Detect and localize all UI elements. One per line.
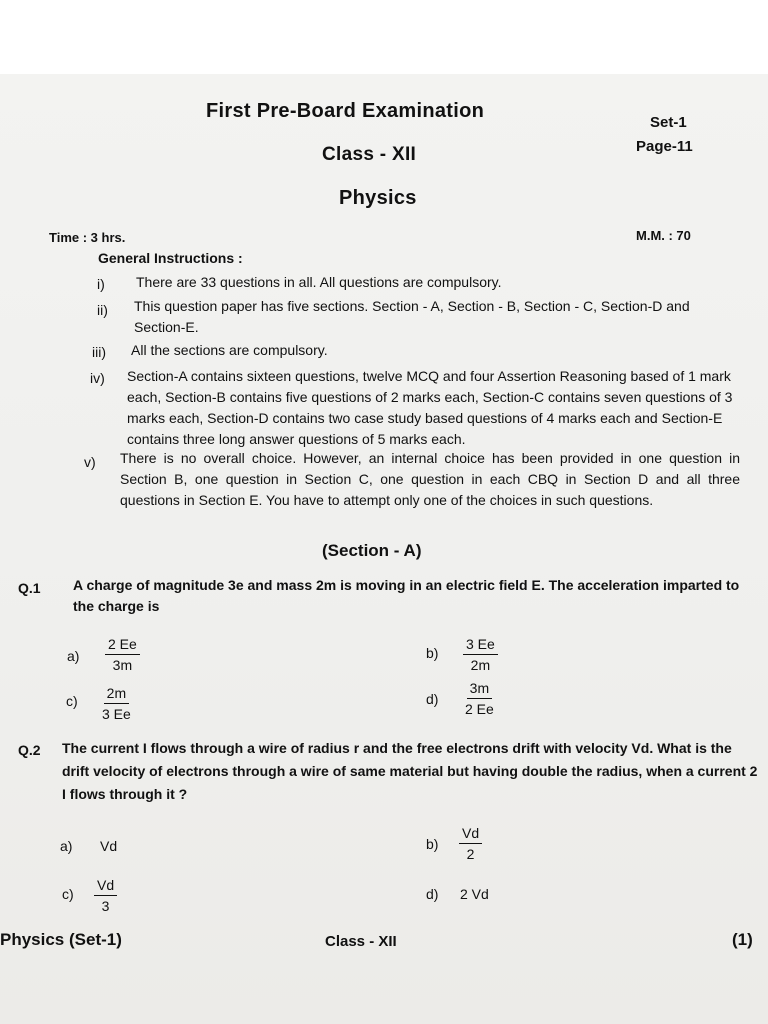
fraction-numerator: 2 Ee [105, 635, 140, 655]
fraction-denominator: 2m [470, 657, 491, 673]
section-heading: (Section - A) [322, 541, 422, 560]
footer-page-number: (1) [732, 930, 753, 949]
option-fraction [459, 824, 482, 863]
instruction-text: There are 33 questions in all. All questions are compulsory. [136, 274, 502, 290]
option-fraction [105, 635, 140, 674]
fraction-numerator: 2m [104, 684, 129, 704]
set-label: Set-1 [650, 114, 687, 131]
instruction-text: Section-A contains sixteen questions, twelve MCQ and four Assertion Reasoning based of 1 mark each, Section-B contains five questions of 2 marks each, Section-C contains seven questions of 3 marks each, Section-D contains two case study based questions of 4 marks each and Section-E contains three long answer questions of 5 marks each. [127, 368, 733, 447]
fraction-denominator: 3 [101, 898, 110, 914]
exam-title: First Pre-Board Examination [206, 100, 485, 122]
option-fraction [463, 635, 498, 674]
option-label: c) [62, 886, 74, 902]
option-value: Vd [100, 838, 118, 854]
question-number: Q.2 [18, 742, 41, 758]
fraction-denominator: 3 Ee [102, 706, 131, 722]
fraction-denominator: 2 [466, 846, 475, 862]
question-text: The current I flows through a wire of radius r and the free electrons drift with velocity Vd. What is the drift velocity of electrons through a wire of same material but having double the radius, when a current 2 I flows through it ? [62, 740, 758, 802]
fraction-numerator: Vd [94, 876, 117, 896]
option-fraction [94, 876, 117, 915]
fraction-denominator: 3m [112, 657, 133, 673]
fraction-numerator: 3 Ee [463, 635, 498, 655]
option-fraction [465, 679, 494, 718]
option-label: c) [66, 693, 78, 709]
fraction-denominator: 2 Ee [465, 701, 494, 717]
option-fraction [102, 684, 131, 723]
max-marks-label: M.M. : 70 [636, 228, 691, 243]
option-label: a) [67, 648, 80, 664]
question-number: Q.1 [18, 580, 41, 596]
subject-title: Physics [339, 187, 417, 209]
footer-class: Class - XII [325, 933, 397, 950]
instruction-number: ii) [97, 302, 108, 318]
option-label: b) [426, 645, 439, 661]
fraction-numerator: 3m [467, 679, 492, 699]
option-label: a) [60, 838, 73, 854]
option-label: d) [426, 691, 439, 707]
fraction-numerator: Vd [459, 824, 482, 844]
instruction-number: i) [97, 276, 105, 292]
class-label: Class - XII [322, 144, 417, 165]
time-label: Time : 3 hrs. [49, 230, 126, 245]
instruction-number: iv) [90, 370, 105, 386]
footer-subject: Physics (Set-1) [0, 930, 122, 949]
instructions-heading: General Instructions : [98, 250, 243, 266]
instruction-text: There is no overall choice. However, an internal choice has been provided in one question in Section B, one question in Section C, one question in each CBQ in Section D and all three questions in Section E. You have to attempt only one of the choices in such questions. [120, 450, 740, 508]
exam-paper [0, 74, 768, 1024]
option-label: d) [426, 886, 439, 902]
option-label: b) [426, 836, 439, 852]
instruction-number: iii) [92, 344, 106, 360]
page-label: Page-11 [636, 138, 693, 155]
question-text: A charge of magnitude 3e and mass 2m is moving in an electric field E. The acceleration imparted to the charge is [73, 577, 740, 614]
option-value: 2 Vd [460, 886, 489, 902]
instruction-text: This question paper has five sections. Section - A, Section - B, Section - C, Section-D and Section-E. [134, 298, 690, 335]
instruction-text: All the sections are compulsory. [131, 342, 328, 358]
instruction-number: v) [84, 454, 96, 470]
